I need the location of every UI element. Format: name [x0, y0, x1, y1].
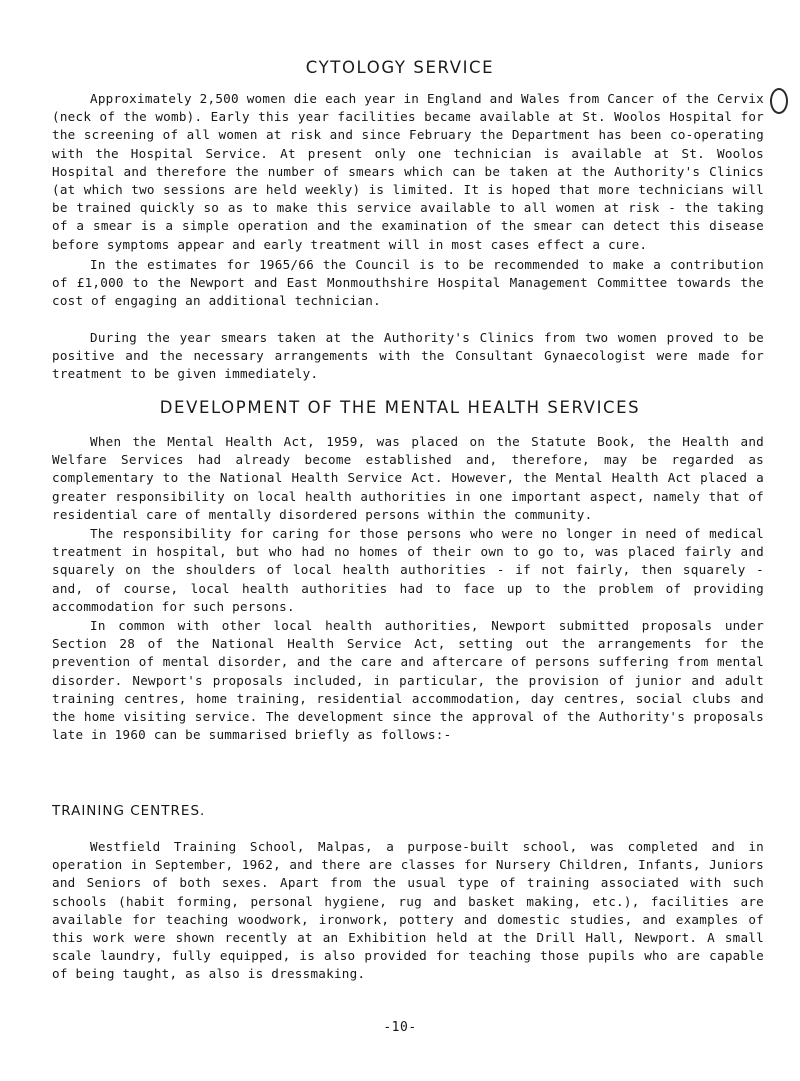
training-centres-paragraph-1: Westfield Training School, Malpas, a purpose-built school, was completed and in operation in September, 1962, and there are classes for Nursery Children, Infants, Juniors and Seniors of both sexes. Apart from the usual type of training associated with such schools (habit forming, personal hygiene, rug and basket making, etc.), facilities are available for teaching woodwork, ironwork, pottery and domestic studies, and examples of this work were shown recently at an Exhibition held at the Drill Hall, Newport. A small scale laundry, fully equipped, is also provided for teaching those pupils who are capable of being taught, as also is dressmaking.: [52, 839, 764, 982]
training-centres-heading: TRAINING CENTRES.: [52, 803, 206, 819]
mental-health-heading: DEVELOPMENT OF THE MENTAL HEALTH SERVICES: [159, 398, 641, 417]
cytology-paragraph-2: In the estimates for 1965/66 the Council is to be recommended to make a contribution of £1,000 to the Newport and East Monmouthshire Hospital Management Committee towards the cost of engaging an additional technician.: [52, 257, 764, 309]
mental-health-paragraph-2: The responsibility for caring for those persons who were no longer in need of medical treatment in hospital, but who had no homes of their own to go to, was placed fairly and squarely on the shoulders of local health authorities - if not fairly, then squarely - and, of course, local health authorities had to face up to the problem of providing accommodation for such persons.: [52, 526, 764, 614]
cytology-paragraph-3: During the year smears taken at the Authority's Clinics from two women proved to be positive and the necessary arrangements with the Consultant Gynaecologist were made for treatment to be given immediately.: [52, 330, 764, 382]
mental-health-paragraph-3: In common with other local health authorities, Newport submitted proposals under Section 28 of the National Health Service Act, setting out the arrangements for the prevention of mental disorder, and the care and aftercare of persons suffering from mental disorder. Newport's proposals included, in particular, the provision of junior and adult training centres, home training, residential accommodation, day centres, social clubs and the home visiting service. The development since the approval of the Authority's proposals late in 1960 can be summarised briefly as follows:-: [52, 618, 764, 743]
cytology-paragraph-1: Approximately 2,500 women die each year in England and Wales from Cancer of the Cervix (neck of the womb). Early this year facilities became available at St. Woolos Hospital for the screening of all women at risk and since February the Department has been co-operating with the Hospital Service. At present only one technician is available at St. Woolos Hospital and therefore the number of smears which can be taken at the Authority's Clinics (at which two sessions are held weekly) is limited. It is hoped that more technicians will be trained quickly so as to make this service available to all women at risk - the taking of a smear is a simple operation and the examination of the smear can detect this disease before symptoms appear and early treatment will in most cases effect a cure.: [52, 91, 764, 252]
cytology-heading: CYTOLOGY SERVICE: [305, 58, 495, 77]
mental-health-paragraph-1: When the Mental Health Act, 1959, was placed on the Statute Book, the Health and Welfare Services had already become established and, therefore, may be regarded as complementary to the National Health Service Act. However, the Mental Health Act placed a greater responsibility on local health authorities in one important aspect, namely that of residential care of mentally disordered persons within the community.: [52, 434, 764, 522]
page-number: -10-: [383, 1020, 417, 1035]
punch-hole-mark: [770, 88, 788, 114]
